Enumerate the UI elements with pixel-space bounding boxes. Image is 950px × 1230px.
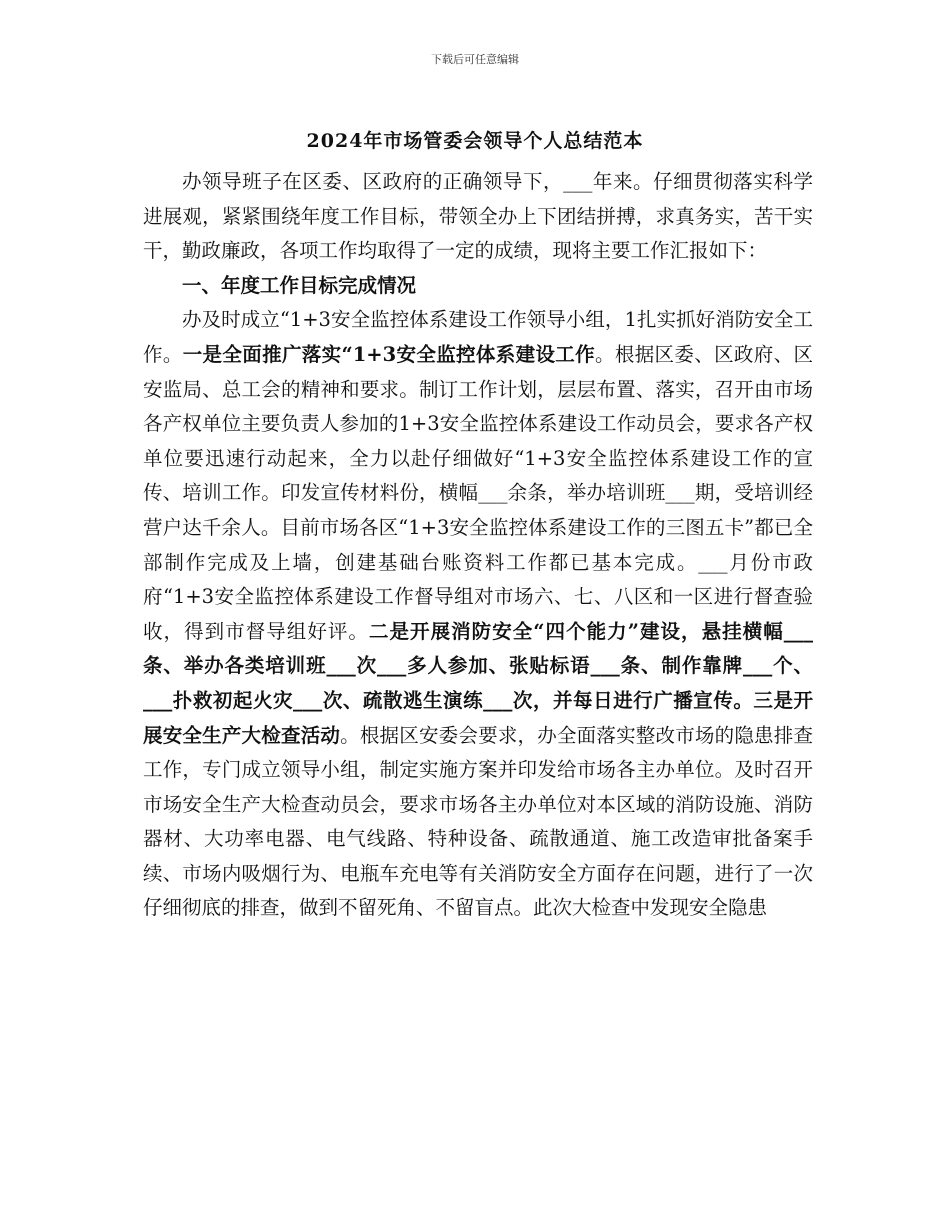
bold-highlight: 一是全面推广落实“1+3安全监控体系建设工作 xyxy=(182,342,595,366)
paragraph-text: 。根据区安委会要求，办全面落实整改市场的隐患排查工作，专门成立领导小组，制定实施方案并印发给市场各主办单位。及时召开市场安全生产大检查动员会，要求市场各主办单位对本区域的消防设施、消防器材、大功率电器、电气线路、特种设备、疏散通道、施工改造审批备案手续、市场内吸烟行为、电瓶车充电等有关消防安全方面存在问题，进行了一次仔细彻底的排查，做到不留死角、不留盲点。此次大检查中发现安全隐患 xyxy=(143,723,813,920)
body-paragraph xyxy=(143,303,813,926)
paragraph-text: 。根据区委、区政府、区安监局、总工会的精神和要求。制订工作计划，层层布置、落实，召开由市场各产权单位主要负责人参加的1+3安全监控体系建设工作动员会，要求各产权单位要迅速行动起来，全力以赴仔细做好“1+3安全监控体系建设工作的宣传、培训工作。印发宣传材料份，横幅___余条，举办培训班___期，受培训经营户达千余人。目前市场各区“1+3安全监控体系建设工作的三图五卡”都已全部制作完成及上墙，创建基础台账资料工作都已基本完成。___月份市政府“1+3安全监控体系建设工作督导组对市场六、七、八区和一区进行督查验收，得到市督导组好评。 xyxy=(143,342,813,643)
intro-paragraph: 办领导班子在区委、区政府的正确领导下，___年来。仔细贯彻落实科学进展观，紧紧围绕年度工作目标，带领全办上下团结拼搏，求真务实，苦干实干，勤政廉政，各项工作均取得了一定的成绩，现将主要工作汇报如下： xyxy=(143,170,813,263)
document-body xyxy=(143,165,813,926)
section-heading: 一、年度工作目标完成情况 xyxy=(182,273,417,297)
bold-highlight: 二是开展消防安全“四个能力”建设，悬挂横幅___条、举办各类培训班___次___多人参加、张贴标语___条、制作靠牌___个、___扑救初起火灾___次、疏散逃生演练___次，并每日进行广播宣传。三是开展安全生产大检查活动 xyxy=(143,619,813,747)
paragraph-text: 办及时成立“1+3安全监控体系建设工作领导小组，1扎实抓好消防安全工作。 xyxy=(143,308,813,366)
page-header-note: 下载后可任意编辑 xyxy=(431,53,519,66)
document-title: 2024年市场管委会领导个人总结范本 xyxy=(306,130,644,152)
